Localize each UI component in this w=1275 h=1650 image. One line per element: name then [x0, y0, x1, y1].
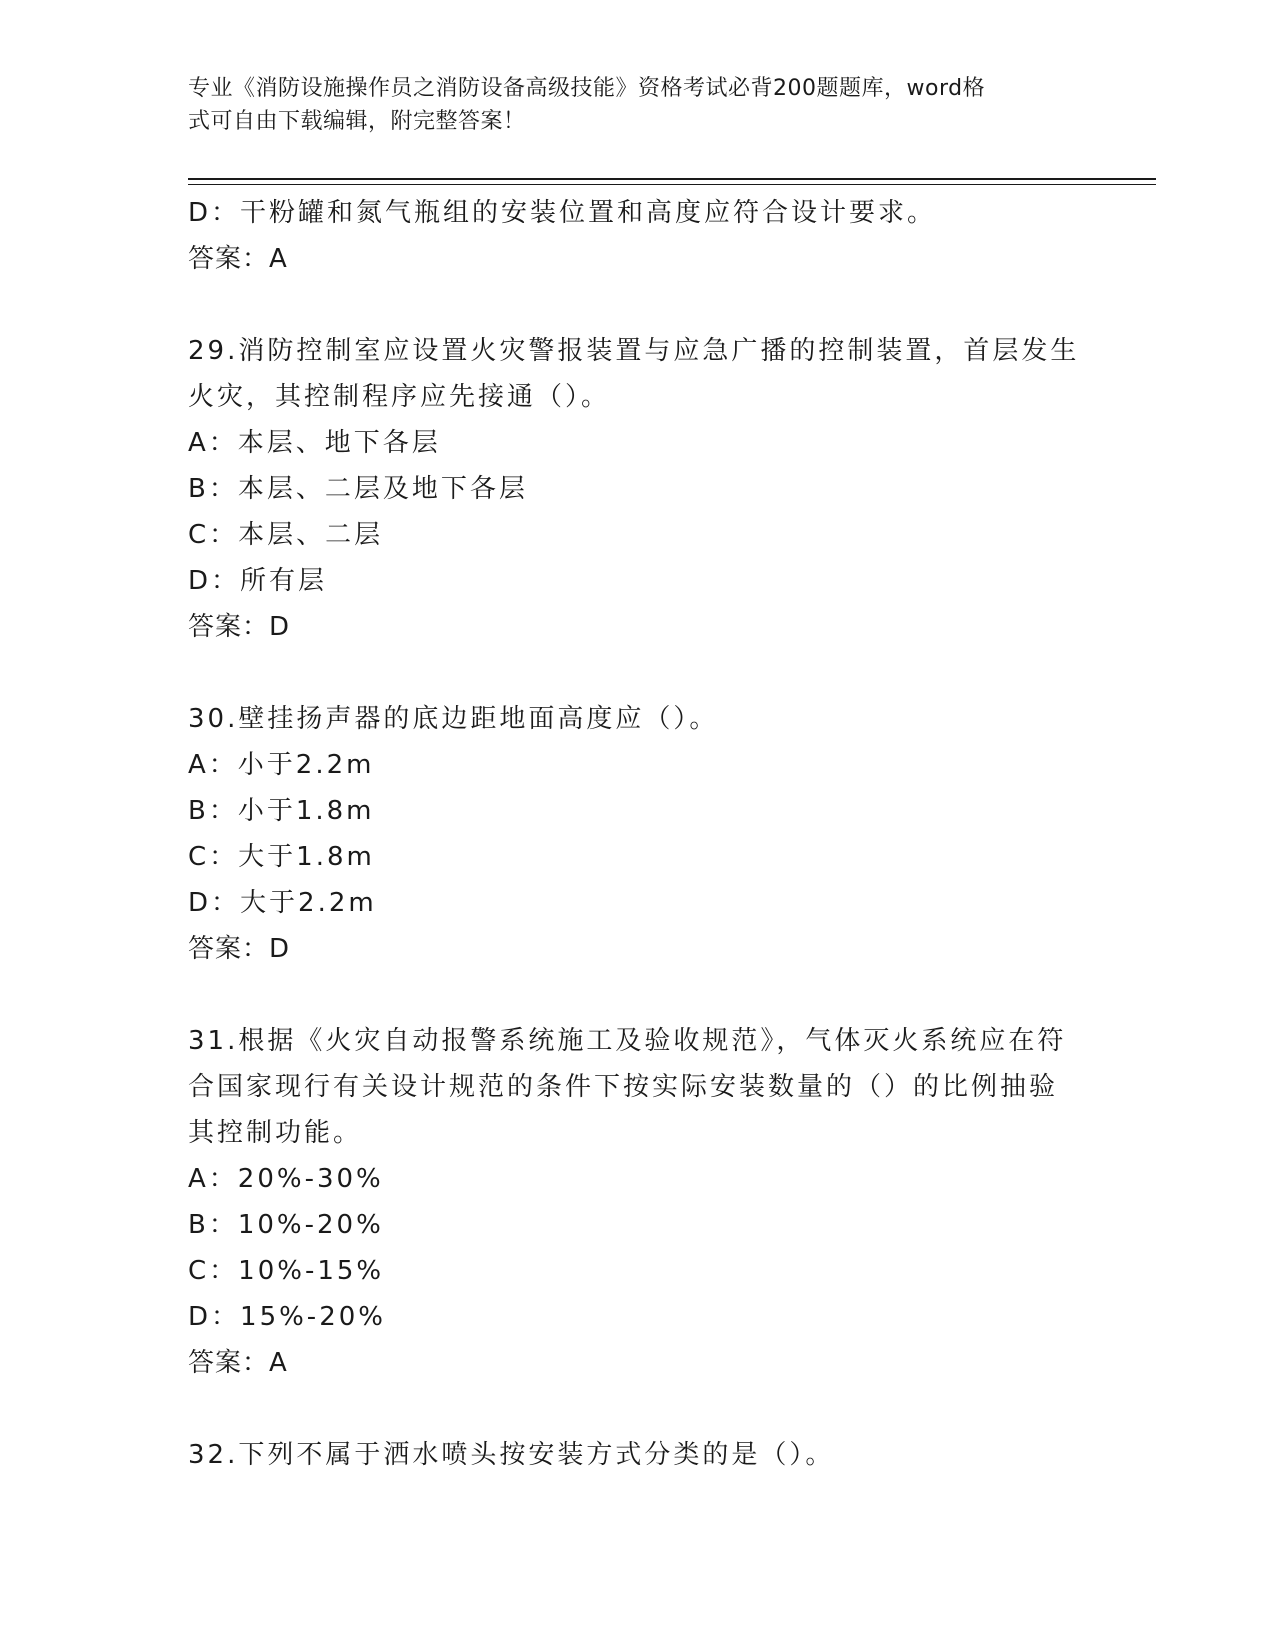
option-a: A：20%-30%	[188, 1164, 384, 1194]
question-32	[188, 1432, 1088, 1478]
header-divider-thick	[188, 178, 1156, 180]
question-text	[188, 1432, 1088, 1478]
answer: 答案：D	[188, 934, 291, 964]
spacer	[188, 1386, 1088, 1432]
question-30	[188, 696, 1088, 972]
answer: 答案：D	[188, 612, 291, 642]
answer: 答案：A	[188, 1348, 288, 1378]
question-line: 火灾，其控制程序应先接通（）。	[188, 382, 611, 412]
option-d: D：15%-20%	[188, 1302, 386, 1332]
option-a: A：本层、地下各层	[188, 428, 441, 458]
question-29	[188, 328, 1088, 650]
option-a: A：小于2.2m	[188, 750, 375, 780]
header-line-1: 专业《消防设施操作员之消防设备高级技能》资格考试必背200题题库，word格	[188, 76, 986, 101]
option-c: C：10%-15%	[188, 1256, 385, 1286]
question-line: 29.消防控制室应设置火灾警报装置与应急广播的控制装置，首层发生	[188, 336, 1080, 366]
header-line-2: 式可自由下载编辑，附完整答案！	[188, 109, 526, 134]
spacer	[188, 650, 1088, 696]
question-line: 其控制功能。	[188, 1118, 363, 1148]
prev-question-tail	[188, 190, 1088, 282]
question-text	[188, 1018, 1088, 1156]
question-text	[188, 328, 1088, 420]
question-31	[188, 1018, 1088, 1386]
option-b: B：本层、二层及地下各层	[188, 474, 528, 504]
question-line: 31.根据《火灾自动报警系统施工及验收规范》，气体灭火系统应在符	[188, 1026, 1067, 1056]
option-d: D：干粉罐和氮气瓶组的安装位置和高度应符合设计要求。	[188, 198, 937, 228]
question-line: 32.下列不属于洒水喷头按安装方式分类的是（）。	[188, 1440, 835, 1470]
question-text	[188, 696, 1088, 742]
option-d: D：所有层	[188, 566, 328, 596]
spacer	[188, 282, 1088, 328]
spacer	[188, 972, 1088, 1018]
header-divider-thin	[188, 184, 1156, 185]
option-c: C：大于1.8m	[188, 842, 375, 872]
question-line: 30.壁挂扬声器的底边距地面高度应（）。	[188, 704, 719, 734]
answer: 答案：A	[188, 244, 288, 274]
page-header	[188, 72, 1068, 138]
option-b: B：10%-20%	[188, 1210, 384, 1240]
option-c: C：本层、二层	[188, 520, 384, 550]
question-line: 合国家现行有关设计规范的条件下按实际安装数量的（）的比例抽验	[188, 1072, 1059, 1102]
option-b: B：小于1.8m	[188, 796, 375, 826]
option-d: D：大于2.2m	[188, 888, 377, 918]
document-body	[188, 190, 1088, 1478]
